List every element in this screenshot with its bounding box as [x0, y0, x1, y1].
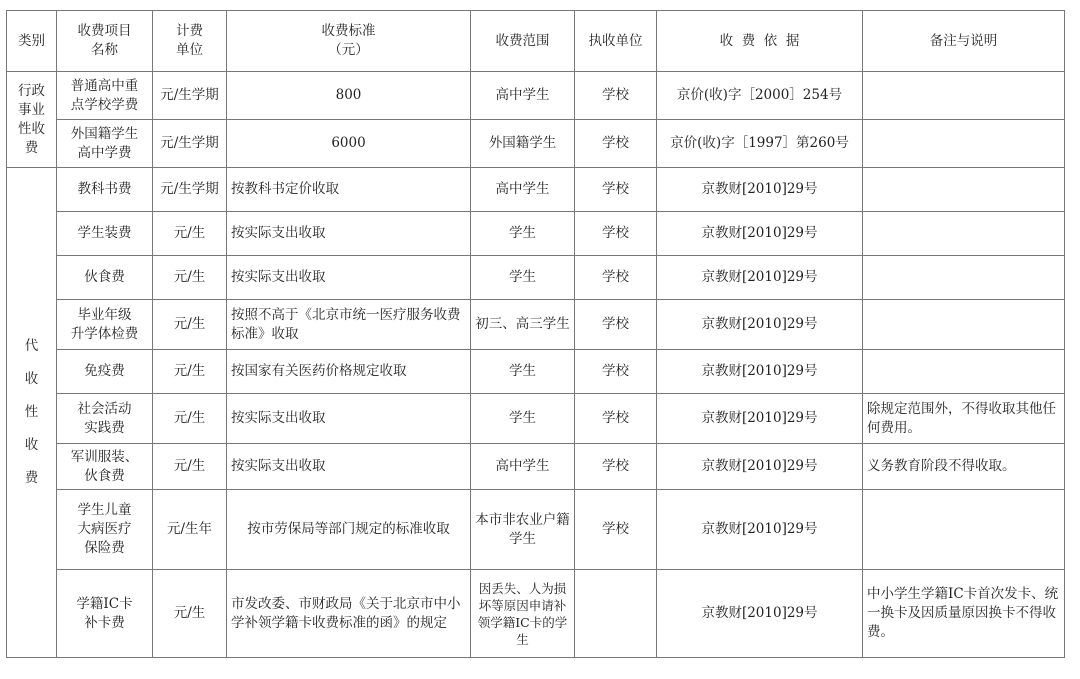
item-name: 学籍IC卡 补卡费: [57, 570, 153, 658]
notes: [863, 212, 1065, 256]
notes: [863, 490, 1065, 570]
item-name: 免疫费: [57, 350, 153, 394]
basis: 京教财[2010]29号: [657, 168, 863, 212]
standard: 市发改委、市财政局《关于北京市中小学补领学籍卡收费标准的函》的规定: [227, 570, 471, 658]
item-name: 教科书费: [57, 168, 153, 212]
table-row: [7, 120, 1065, 168]
item-name: 伙食费: [57, 256, 153, 300]
unit: 元/生: [153, 212, 227, 256]
basis: 京教财[2010]29号: [657, 350, 863, 394]
table-row: [7, 300, 1065, 350]
collector: [575, 570, 657, 658]
scope: 高中学生: [471, 444, 575, 490]
header-notes: 备注与说明: [863, 11, 1065, 72]
standard: 按国家有关医药价格规定收取: [227, 350, 471, 394]
collector: 学校: [575, 256, 657, 300]
scope: 外国籍学生: [471, 120, 575, 168]
basis: 京价(收)字［1997］第260号: [657, 120, 863, 168]
collector: 学校: [575, 444, 657, 490]
standard: 6000: [227, 120, 471, 168]
scope: 高中学生: [471, 72, 575, 120]
standard: 按教科书定价收取: [227, 168, 471, 212]
basis: 京教财[2010]29号: [657, 444, 863, 490]
standard: 800: [227, 72, 471, 120]
unit: 元/生学期: [153, 168, 227, 212]
unit: 元/生: [153, 256, 227, 300]
item-name: 军训服装、 伙食费: [57, 444, 153, 490]
category-cell: 代 收 性 收 费: [7, 168, 57, 658]
header-collector: 执收单位: [575, 11, 657, 72]
table-row: [7, 350, 1065, 394]
unit: 元/生: [153, 394, 227, 444]
scope: 本市非农业户籍学生: [471, 490, 575, 570]
item-name: 普通高中重 点学校学费: [57, 72, 153, 120]
collector: 学校: [575, 168, 657, 212]
unit: 元/生: [153, 300, 227, 350]
notes: 除规定范围外，不得收取其他任何费用。: [863, 394, 1065, 444]
notes: [863, 300, 1065, 350]
item-name: 社会活动 实践费: [57, 394, 153, 444]
table-row: [7, 72, 1065, 120]
scope: 因丢失、人为损坏等原因申请补领学籍IC卡的学生: [471, 570, 575, 658]
notes: 义务教育阶段不得收取。: [863, 444, 1065, 490]
table-row: [7, 212, 1065, 256]
table-row: [7, 444, 1065, 490]
scope: 学生: [471, 350, 575, 394]
category-cell: 行政 事业 性收 费: [7, 72, 57, 168]
unit: 元/生: [153, 350, 227, 394]
scope: 高中学生: [471, 168, 575, 212]
standard: 按照不高于《北京市统一医疗服务收费标准》收取: [227, 300, 471, 350]
basis: 京教财[2010]29号: [657, 490, 863, 570]
notes: 中小学生学籍IC卡首次发卡、统一换卡及因质量原因换卡不得收费。: [863, 570, 1065, 658]
item-name: 学生儿童 大病医疗 保险费: [57, 490, 153, 570]
standard: 按实际支出收取: [227, 212, 471, 256]
scope: 初三、高三学生: [471, 300, 575, 350]
collector: 学校: [575, 490, 657, 570]
header-scope: 收费范围: [471, 11, 575, 72]
collector: 学校: [575, 72, 657, 120]
table-row: [7, 256, 1065, 300]
basis: 京价(收)字［2000］254号: [657, 72, 863, 120]
header-unit: 计费 单位: [153, 11, 227, 72]
notes: [863, 120, 1065, 168]
header-row: [7, 11, 1065, 72]
basis: 京教财[2010]29号: [657, 570, 863, 658]
basis: 京教财[2010]29号: [657, 256, 863, 300]
basis: 京教财[2010]29号: [657, 212, 863, 256]
item-name: 外国籍学生 高中学费: [57, 120, 153, 168]
unit: 元/生年: [153, 490, 227, 570]
notes: [863, 72, 1065, 120]
table-row: [7, 570, 1065, 658]
unit: 元/生学期: [153, 120, 227, 168]
notes: [863, 168, 1065, 212]
header-basis: 收 费 依 据: [657, 11, 863, 72]
notes: [863, 256, 1065, 300]
header-standard: 收费标准 （元）: [227, 11, 471, 72]
collector: 学校: [575, 120, 657, 168]
unit: 元/生: [153, 444, 227, 490]
scope: 学生: [471, 212, 575, 256]
basis: 京教财[2010]29号: [657, 300, 863, 350]
table-row: [7, 394, 1065, 444]
collector: 学校: [575, 212, 657, 256]
header-category: 类别: [7, 11, 57, 72]
table-row: [7, 490, 1065, 570]
notes: [863, 350, 1065, 394]
unit: 元/生学期: [153, 72, 227, 120]
fee-table: [6, 10, 1065, 658]
collector: 学校: [575, 350, 657, 394]
collector: 学校: [575, 300, 657, 350]
standard: 按实际支出收取: [227, 256, 471, 300]
item-name: 毕业年级 升学体检费: [57, 300, 153, 350]
standard: 按市劳保局等部门规定的标准收取: [227, 490, 471, 570]
unit: 元/生: [153, 570, 227, 658]
item-name: 学生装费: [57, 212, 153, 256]
standard: 按实际支出收取: [227, 444, 471, 490]
header-item-name: 收费项目 名称: [57, 11, 153, 72]
standard: 按实际支出收取: [227, 394, 471, 444]
basis: 京教财[2010]29号: [657, 394, 863, 444]
collector: 学校: [575, 394, 657, 444]
table-row: [7, 168, 1065, 212]
scope: 学生: [471, 256, 575, 300]
scope: 学生: [471, 394, 575, 444]
